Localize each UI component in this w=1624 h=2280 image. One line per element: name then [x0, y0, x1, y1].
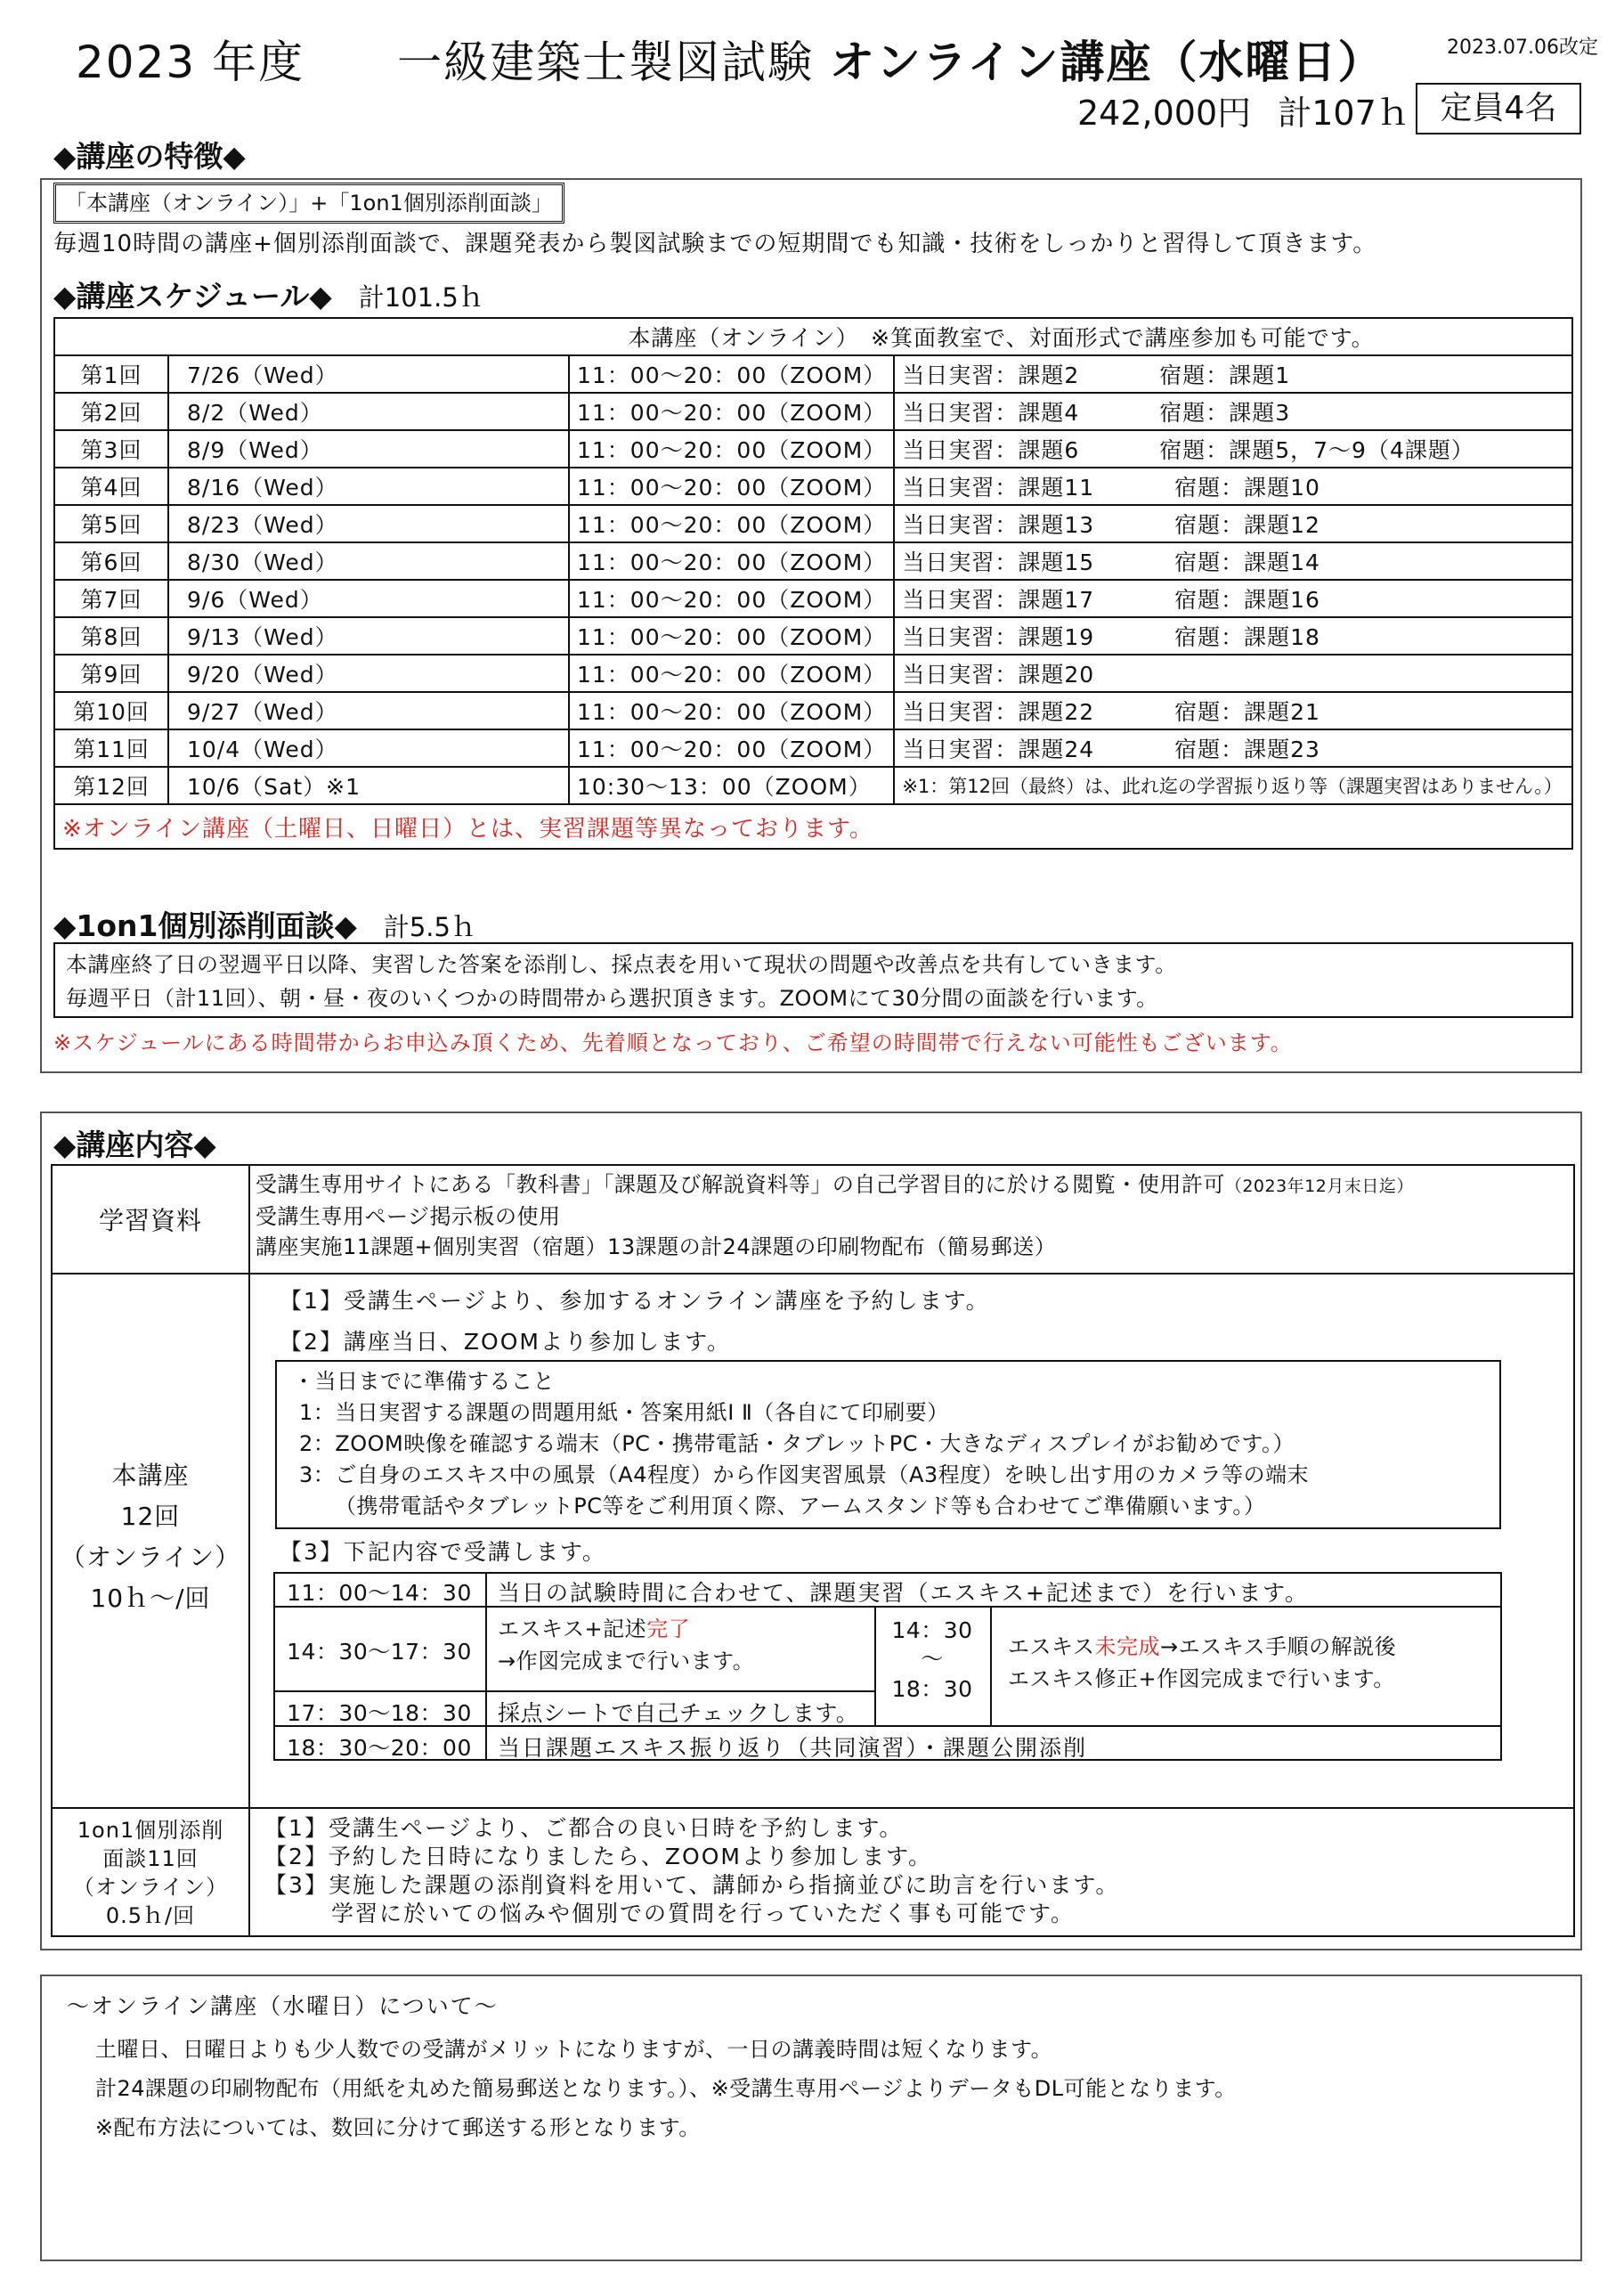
session-date: 8/23（Wed）	[168, 505, 569, 542]
session-time: 11：00～20：00（ZOOM）	[569, 355, 894, 393]
tt-time: 14：30～17：30	[287, 1639, 472, 1665]
session-number: 第11回	[54, 729, 168, 767]
session-homework: 宿題：課題10	[1174, 475, 1320, 501]
revised-date: 2023.07.06改定	[1447, 37, 1598, 59]
session-time: 11：00～20：00（ZOOM）	[569, 655, 894, 692]
oneon-step: 【3】実施した課題の添削資料を用いて、講師から指摘並びに助言を行います。	[264, 1872, 1120, 1898]
oneon-course-label	[53, 1816, 248, 1930]
oneon-step: 【2】予約した日時になりましたら、ZOOMより参加します。	[264, 1844, 932, 1869]
tt-time: 11：00～14：30	[287, 1580, 472, 1606]
prep-item: 3：ご自身のエスキス中の風景（A4程度）から作図実習風景（A3程度）を映し出す用のカメラ等の端末	[299, 1462, 1310, 1487]
step-1: 【1】受講生ページより、参加するオンライン講座を予約します。	[280, 1288, 990, 1314]
session-date: 9/13（Wed）	[168, 617, 569, 655]
session-number: 第5回	[54, 505, 168, 542]
oneon-label-line: 面談11回	[102, 1846, 199, 1871]
session-number: 第4回	[54, 468, 168, 505]
tt-text-part: エスキス+記述	[498, 1616, 647, 1641]
schedule-header-row	[54, 318, 1572, 355]
session-practice: 当日実習：課題13	[902, 512, 1095, 538]
about-lines	[95, 2030, 1237, 2147]
tt-text: 採点シートで自己チェックします。	[498, 1700, 859, 1726]
materials-label: 学習資料	[98, 1206, 202, 1235]
session-homework: 宿題：課題21	[1174, 699, 1320, 725]
session-time: 11：00～20：00（ZOOM）	[569, 505, 894, 542]
features-badge: 「本講座（オンライン）」+「1on1個別添削面談」	[53, 183, 564, 224]
oneon-label-line: 1on1個別添削	[77, 1818, 224, 1843]
timetable	[273, 1572, 1502, 1761]
tt-text: エスキス修正+作図完成まで行います。	[1008, 1666, 1395, 1691]
schedule-row	[54, 393, 1572, 430]
session-note: ※1：第12回（最終）は、此れ迄の学習振り返り等（課題実習はありません。）	[894, 767, 1572, 804]
session-practice: 当日実習：課題20	[902, 662, 1095, 688]
main-course-label	[53, 1455, 248, 1619]
prep-box	[275, 1360, 1501, 1529]
session-number: 第10回	[54, 692, 168, 729]
prep-title: ・当日までに準備すること	[293, 1369, 555, 1394]
session-number: 第2回	[54, 393, 168, 430]
oneon-label-line: （オンライン）	[72, 1875, 229, 1900]
session-time: 10:30～13：00（ZOOM）	[569, 767, 894, 804]
session-assignments	[894, 729, 1572, 767]
session-homework: 宿題：課題5，7～9（4課題）	[1159, 437, 1474, 463]
session-date: 9/6（Wed）	[168, 580, 569, 617]
tt-text	[1008, 1629, 1396, 1660]
oneon-warning: ※スケジュールにある時間帯からお申込み頂くため、先着順となっており、ご希望の時間帯で行えない可能性もございます。	[53, 1030, 1293, 1055]
tt-line	[485, 1572, 487, 1761]
session-date: 8/30（Wed）	[168, 542, 569, 580]
session-practice: 当日実習：課題15	[902, 550, 1095, 575]
session-homework: 宿題：課題18	[1174, 624, 1320, 650]
total-hours: 計107ｈ	[1278, 94, 1410, 133]
contents-heading: ◆講座内容◆	[53, 1128, 216, 1162]
session-homework: 宿題：課題23	[1174, 737, 1320, 762]
tt-time: 17：30～18：30	[287, 1700, 472, 1726]
session-assignments	[894, 393, 1572, 430]
schedule-warning: ※オンライン講座（土曜日、日曜日）とは、実習課題等異なっております。	[54, 804, 1572, 849]
session-time: 11：00～20：00（ZOOM）	[569, 430, 894, 468]
prep-item: 1：当日実習する課題の問題用紙・答案用紙Ⅰ Ⅱ（各自にて印刷要）	[299, 1400, 949, 1425]
schedule-row-last	[54, 767, 1572, 804]
session-time: 11：00～20：00（ZOOM）	[569, 580, 894, 617]
session-date: 8/16（Wed）	[168, 468, 569, 505]
schedule-row	[54, 692, 1572, 729]
capacity-box: 定員4名	[1416, 83, 1581, 134]
main-label-line: （オンライン）	[60, 1543, 241, 1572]
session-assignments	[894, 655, 1572, 692]
price: 242,000円	[1077, 94, 1252, 133]
contents-table	[51, 1164, 1575, 1937]
prep-item: （携帯電話やタブレットPC等をご利用頂く際、アームスタンド等も合わせてご準備願います。）	[335, 1494, 1266, 1519]
session-time: 11：00～20：00（ZOOM）	[569, 617, 894, 655]
contents-row-divider	[53, 1273, 1573, 1274]
schedule-table	[53, 317, 1573, 850]
tt-line	[273, 1690, 874, 1692]
session-assignments	[894, 468, 1572, 505]
tt-line	[990, 1606, 992, 1725]
schedule-row	[54, 580, 1572, 617]
oneon-line-1: 本講座終了日の翌週平日以降、実習した答案を添削し、採点表を用いて現状の問題や改善点を共有していきます。	[66, 952, 1177, 977]
step-3: 【3】下記内容で受講します。	[280, 1539, 606, 1565]
features-lead: 毎週10時間の講座+個別添削面談で、課題発表から製図試験までの短期間でも知識・技術をしっかりと習得して頂きます。	[53, 231, 1377, 257]
contents-col-divider	[248, 1166, 250, 1935]
tt-text	[498, 1611, 690, 1642]
oneon-step: 【1】受講生ページより、ご都合の良い日時を予約します。	[264, 1815, 904, 1841]
session-practice: 当日実習：課題2	[902, 362, 1080, 388]
about-heading: ～オンライン講座（水曜日）について～	[67, 1993, 499, 2019]
tt-time: 18：30～20：00	[287, 1735, 472, 1761]
session-practice: 当日実習：課題24	[902, 737, 1095, 762]
oneon-total: 計5.5ｈ	[383, 912, 476, 942]
session-homework: 宿題：課題1	[1159, 362, 1291, 388]
session-practice: 当日実習：課題11	[902, 475, 1095, 501]
step-2: 【2】講座当日、ZOOMより参加します。	[280, 1329, 731, 1355]
session-date: 9/20（Wed）	[168, 655, 569, 692]
schedule-row	[54, 655, 1572, 692]
schedule-row	[54, 617, 1572, 655]
tt-text-highlight: 未完成	[1094, 1634, 1161, 1659]
materials-item: 受講生専用ページ掲示板の使用	[256, 1204, 561, 1229]
oneon-line-2: 毎週平日（計11回）、朝・昼・夜のいくつかの時間帯から選択頂きます。ZOOMにて30分間の面談を行います。	[66, 986, 1158, 1011]
oneon-heading-text: ◆1on1個別添削面談◆	[53, 908, 357, 943]
session-number: 第8回	[54, 617, 168, 655]
session-time: 11：00～20：00（ZOOM）	[569, 729, 894, 767]
oneon-label-line: 0.5ｈ/回	[105, 1903, 196, 1928]
features-heading: ◆講座の特徴◆	[53, 139, 246, 174]
session-number: 第9回	[54, 655, 168, 692]
materials-item-text: 受講生専用サイトにある「教科書」「課題及び解説資料等」の自己学習目的に於ける閲覧・使用許可	[256, 1172, 1225, 1197]
tt-text: →作図完成まで行います。	[498, 1649, 755, 1673]
session-time: 11：00～20：00（ZOOM）	[569, 393, 894, 430]
oneon-steps	[264, 1814, 1119, 1928]
session-time: 11：00～20：00（ZOOM）	[569, 692, 894, 729]
tt-time: 14：30	[891, 1617, 973, 1643]
session-assignments	[894, 542, 1572, 580]
session-time: 11：00～20：00（ZOOM）	[569, 542, 894, 580]
session-homework: 宿題：課題12	[1174, 512, 1320, 538]
schedule-row	[54, 542, 1572, 580]
session-homework: 宿題：課題3	[1159, 400, 1291, 426]
session-date: 7/26（Wed）	[168, 355, 569, 393]
contents-row-divider	[53, 1807, 1573, 1809]
schedule-row	[54, 355, 1572, 393]
session-practice: 当日実習：課題19	[902, 624, 1095, 650]
session-date: 10/4（Wed）	[168, 729, 569, 767]
session-practice: 当日実習：課題17	[902, 587, 1095, 613]
session-assignments	[894, 505, 1572, 542]
schedule-row	[54, 729, 1572, 767]
session-assignments	[894, 692, 1572, 729]
title-course: オンライン講座（水曜日）	[830, 37, 1384, 88]
prep-item: 2：ZOOM映像を確認する端末（PC・携帯電話・タブレットPC・大きなディスプレイがお勧めです。）	[299, 1431, 1295, 1456]
session-date: 8/2（Wed）	[168, 393, 569, 430]
session-assignments	[894, 580, 1572, 617]
session-practice: 当日実習：課題22	[902, 699, 1095, 725]
schedule-header-note: 本講座（オンライン） ※箕面教室で、対面形式で講座参加も可能です。	[54, 318, 1572, 355]
session-assignments	[894, 430, 1572, 468]
materials-item-date: （2023年12月末日迄）	[1224, 1177, 1414, 1196]
session-number: 第1回	[54, 355, 168, 393]
schedule-row	[54, 468, 1572, 505]
session-homework: 宿題：課題16	[1174, 587, 1320, 613]
materials-list	[256, 1169, 1414, 1262]
price-line	[1077, 86, 1410, 134]
tt-text-part: エスキス	[1008, 1634, 1095, 1659]
session-number: 第12回	[54, 767, 168, 804]
schedule-heading	[53, 273, 484, 315]
session-practice: 当日実習：課題4	[902, 400, 1080, 426]
main-label-line: 10ｈ～/回	[90, 1584, 211, 1613]
schedule-warning-row	[54, 804, 1572, 849]
session-date: 9/27（Wed）	[168, 692, 569, 729]
tt-text-part: →エスキス手順の解説後	[1160, 1634, 1397, 1659]
tt-time: ～	[921, 1646, 944, 1672]
schedule-row	[54, 430, 1572, 468]
page-title	[76, 27, 1384, 91]
oneon-step: 学習に於いての悩みや個別での質問を行っていただく事も可能です。	[331, 1901, 1076, 1926]
title-exam: 一級建築士製図試験	[397, 37, 815, 88]
session-assignments	[894, 355, 1572, 393]
session-homework: 宿題：課題14	[1174, 550, 1320, 575]
about-line: ※配布方法については、数回に分けて郵送する形となります。	[95, 2115, 701, 2140]
materials-item: 講座実施11課題+個別実習（宿題）13課題の計24課題の印刷物配布（簡易郵送）	[256, 1234, 1057, 1259]
session-assignments	[894, 617, 1572, 655]
tt-text-highlight: 完了	[646, 1616, 691, 1641]
session-date: 8/9（Wed）	[168, 430, 569, 468]
session-date: 10/6（Sat）※1	[168, 767, 569, 804]
main-label-line: 本講座	[111, 1461, 190, 1490]
oneon-heading	[53, 903, 476, 945]
tt-text: 当日課題エスキス振り返り（共同演習）・課題公開添削	[498, 1735, 1088, 1761]
tt-text: 当日の試験時間に合わせて、課題実習（エスキス+記述まで）を行います。	[498, 1580, 1309, 1606]
materials-item	[256, 1169, 1414, 1201]
schedule-total: 計101.5ｈ	[358, 282, 484, 313]
title-year: 2023 年度	[76, 37, 305, 88]
session-number: 第7回	[54, 580, 168, 617]
schedule-heading-text: ◆講座スケジュール◆	[53, 279, 332, 314]
about-line: 計24課題の印刷物配布（用紙を丸めた簡易郵送となります。）、※受講生専用ページよりデータもDL可能となります。	[95, 2076, 1237, 2101]
session-practice: 当日実習：課題6	[902, 437, 1080, 463]
about-box	[40, 1975, 1582, 2261]
session-number: 第6回	[54, 542, 168, 580]
tt-time: 18：30	[891, 1676, 973, 1702]
oneon-description	[53, 942, 1573, 1018]
session-number: 第3回	[54, 430, 168, 468]
main-label-line: 12回	[120, 1502, 181, 1531]
schedule-row	[54, 505, 1572, 542]
about-line: 土曜日、日曜日よりも少人数での受講がメリットになりますが、一日の講義時間は短くなります。	[95, 2037, 1053, 2062]
session-time: 11：00～20：00（ZOOM）	[569, 468, 894, 505]
